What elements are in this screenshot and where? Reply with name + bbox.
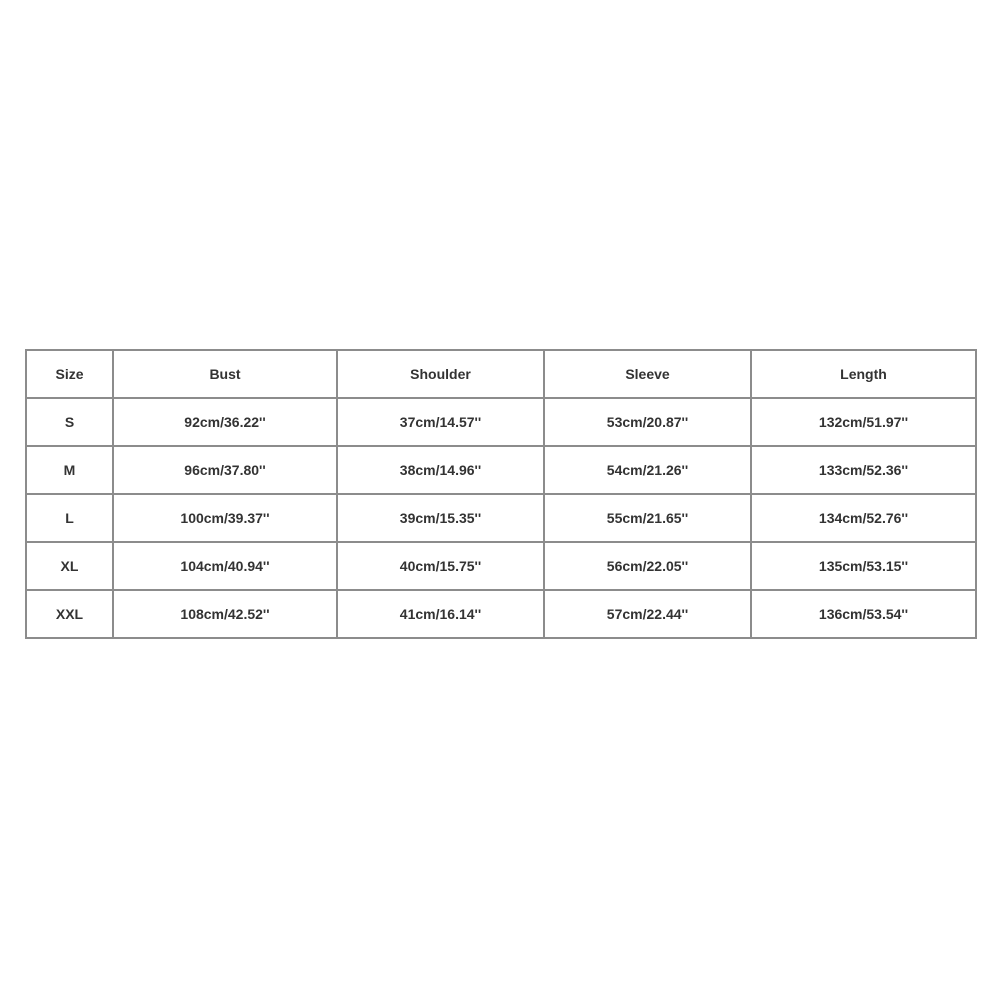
cell-sleeve: 53cm/20.87''	[544, 398, 751, 446]
cell-length: 135cm/53.15''	[751, 542, 976, 590]
size-chart-table	[25, 349, 977, 639]
cell-shoulder: 37cm/14.57''	[337, 398, 544, 446]
table-row	[26, 590, 976, 638]
cell-bust: 108cm/42.52''	[113, 590, 337, 638]
cell-length: 132cm/51.97''	[751, 398, 976, 446]
cell-size: S	[26, 398, 113, 446]
table-row	[26, 446, 976, 494]
header-shoulder: Shoulder	[337, 350, 544, 398]
cell-length: 134cm/52.76''	[751, 494, 976, 542]
table-row	[26, 494, 976, 542]
cell-sleeve: 54cm/21.26''	[544, 446, 751, 494]
header-length: Length	[751, 350, 976, 398]
table-header-row	[26, 350, 976, 398]
header-bust: Bust	[113, 350, 337, 398]
cell-sleeve: 57cm/22.44''	[544, 590, 751, 638]
cell-bust: 104cm/40.94''	[113, 542, 337, 590]
cell-bust: 100cm/39.37''	[113, 494, 337, 542]
cell-length: 133cm/52.36''	[751, 446, 976, 494]
header-sleeve: Sleeve	[544, 350, 751, 398]
cell-sleeve: 55cm/21.65''	[544, 494, 751, 542]
header-size: Size	[26, 350, 113, 398]
cell-size: XXL	[26, 590, 113, 638]
cell-length: 136cm/53.54''	[751, 590, 976, 638]
cell-size: L	[26, 494, 113, 542]
table-row	[26, 542, 976, 590]
cell-shoulder: 39cm/15.35''	[337, 494, 544, 542]
cell-bust: 96cm/37.80''	[113, 446, 337, 494]
cell-size: M	[26, 446, 113, 494]
cell-bust: 92cm/36.22''	[113, 398, 337, 446]
cell-size: XL	[26, 542, 113, 590]
table-row	[26, 398, 976, 446]
cell-shoulder: 38cm/14.96''	[337, 446, 544, 494]
cell-sleeve: 56cm/22.05''	[544, 542, 751, 590]
cell-shoulder: 41cm/16.14''	[337, 590, 544, 638]
cell-shoulder: 40cm/15.75''	[337, 542, 544, 590]
